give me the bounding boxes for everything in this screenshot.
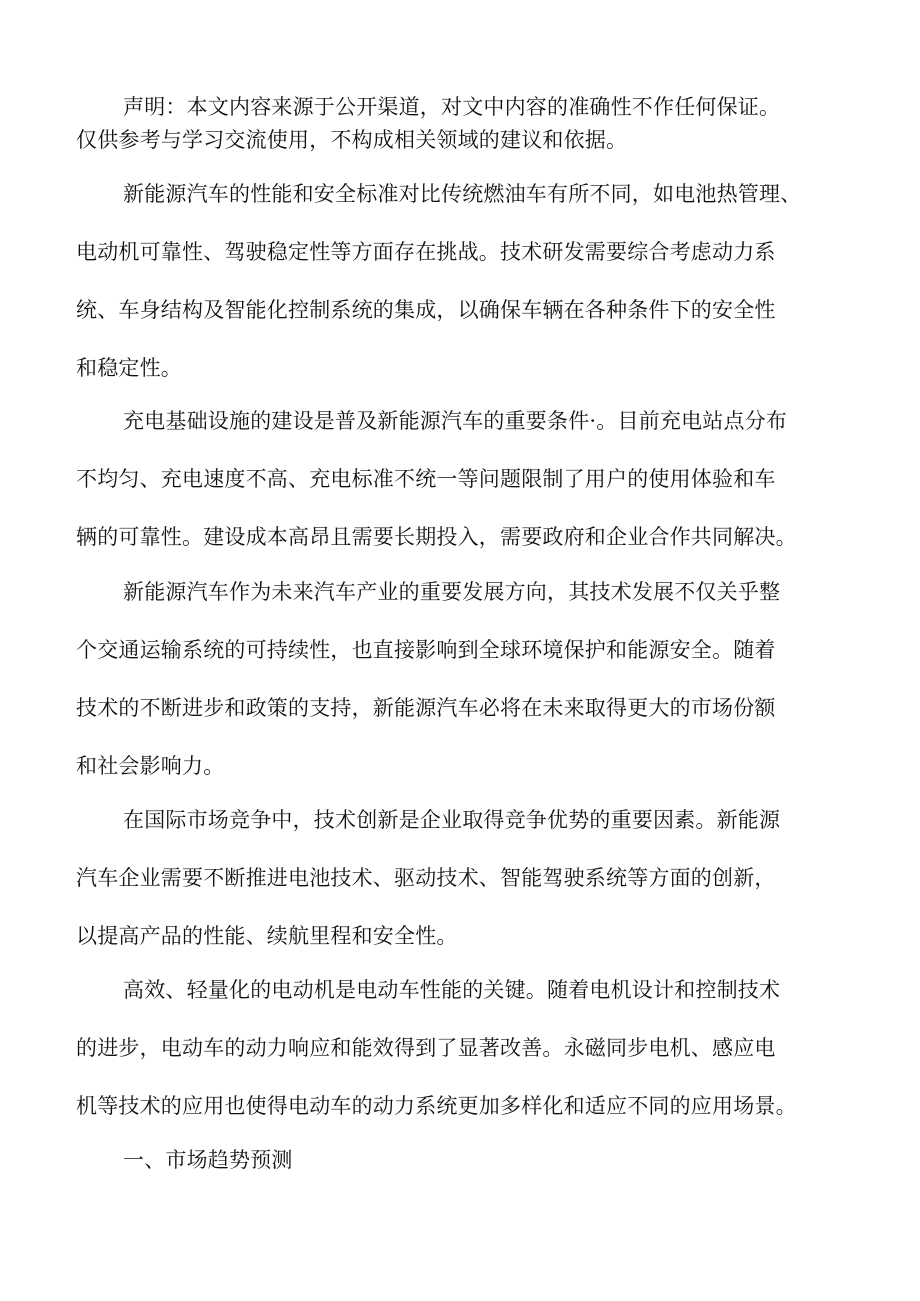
paragraph-line: 的进步，电动车的动力响应和能效得到了显著改善。永磁同步电机、感应电 bbox=[76, 1036, 776, 1060]
disclaimer-line-1: 声明：本文内容来源于公开渠道，对文中内容的准确性不作任何保证。 bbox=[123, 95, 781, 119]
paragraph-line: 不均匀、充电速度不高、充电标准不统一等问题限制了用户的使用体验和车 bbox=[76, 467, 776, 491]
paragraph-line: 新能源汽车的性能和安全标准对比传统燃油车有所不同，如电池热管理、 bbox=[123, 182, 802, 206]
paragraph-line: 个交通运输系统的可持续性，也直接影响到全球环境保护和能源安全。随着 bbox=[76, 638, 776, 662]
paragraph-1 bbox=[76, 180, 846, 382]
paragraph-line: 汽车企业需要不断推进电池技术、驱动技术、智能驾驶系统等方面的创新， bbox=[76, 866, 776, 890]
paragraph-line: 高效、轻量化的电动机是电动车性能的关键。随着电机设计和控制技术 bbox=[123, 978, 781, 1002]
paragraph-line: 和稳定性。 bbox=[76, 356, 182, 380]
paragraph-line: 充电基础设施的建设是普及新能源汽车的重要条件·。目前充电站点分布 bbox=[123, 409, 788, 433]
paragraph-line: 在国际市场竞争中，技术创新是企业取得竞争优势的重要因素。新能源 bbox=[123, 808, 781, 832]
paragraph-5 bbox=[76, 976, 846, 1120]
paragraph-line: 以提高产品的性能、续航里程和安全性。 bbox=[76, 924, 458, 948]
paragraph-4 bbox=[76, 806, 846, 950]
paragraph-line: 新能源汽车作为未来汽车产业的重要发展方向，其技术发展不仅关乎整 bbox=[123, 580, 781, 604]
paragraph-line: 和社会影响力。 bbox=[76, 754, 225, 778]
paragraph-line: 统、车身结构及智能化控制系统的集成，以确保车辆在各种条件下的安全性 bbox=[76, 298, 776, 322]
paragraph-line: 机等技术的应用也使得电动车的动力系统更加多样化和适应不同的应用场景。 bbox=[76, 1094, 797, 1118]
disclaimer-line-2: 仅供参考与学习交流使用，不构成相关领域的建议和依据。 bbox=[76, 128, 628, 152]
paragraph-2 bbox=[76, 407, 846, 551]
section-heading-text: 一、市场趋势预测 bbox=[123, 1148, 293, 1172]
paragraph-3 bbox=[76, 578, 846, 780]
paragraph-line: 辆的可靠性。建设成本高昂且需要长期投入，需要政府和企业合作共同解决。 bbox=[76, 525, 797, 549]
paragraph-line: 技术的不断进步和政策的支持，新能源汽车必将在未来取得更大的市场份额 bbox=[76, 696, 776, 720]
disclaimer-paragraph bbox=[76, 93, 846, 154]
section-heading bbox=[76, 1146, 846, 1174]
paragraph-line: 电动机可靠性、驾驶稳定性等方面存在挑战。技术研发需要综合考虑动力系 bbox=[76, 240, 776, 264]
